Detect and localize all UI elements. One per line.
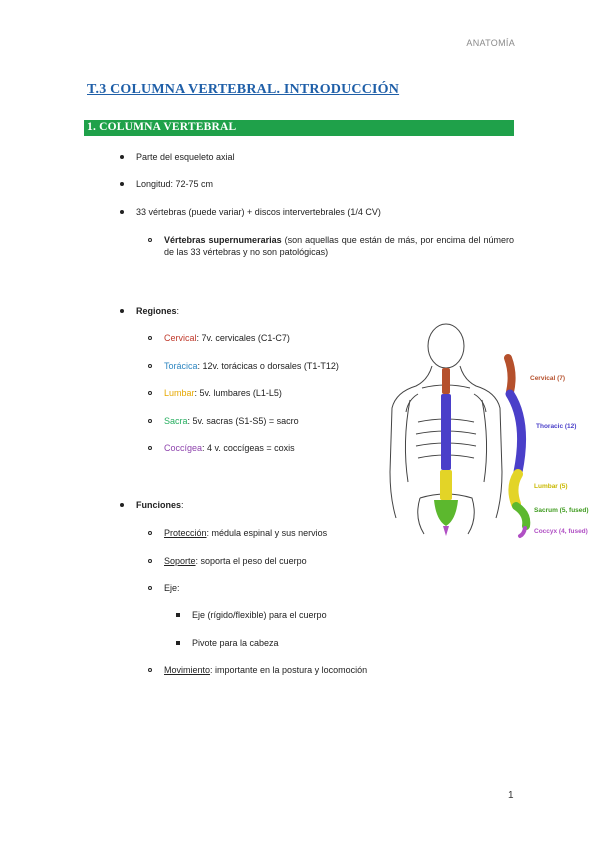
bullet-square-icon xyxy=(176,641,180,645)
sub-bullet-list-item xyxy=(148,234,514,258)
figure-label-thoracic: Thoracic (12) xyxy=(536,423,577,430)
eje-sub-text: Eje (rígido/flexible) para el cuerpo xyxy=(192,610,327,620)
bullet-text: 33 vértebras (puede variar) + discos intervertebrales (1/4 CV) xyxy=(136,207,381,217)
region-name: Torácica xyxy=(164,361,198,371)
bullet-circle-icon xyxy=(148,364,152,368)
region-desc: : 5v. lumbares (L1-L5) xyxy=(194,388,282,398)
funcion-desc: : médula espinal y sus nervios xyxy=(206,528,328,538)
page-title: T.3 COLUMNA VERTEBRAL. INTRODUCCIÓN xyxy=(87,82,400,97)
bullet-circle-icon xyxy=(148,446,152,450)
figure-label-sacrum: Sacrum (5, fused) xyxy=(534,507,589,514)
region-name: Cervical xyxy=(164,333,197,343)
vertebral-column-figure xyxy=(388,322,599,542)
bullet-text: Parte del esqueleto axial xyxy=(136,152,235,162)
bullet-dot-icon xyxy=(120,309,124,313)
figure-label-cervical: Cervical (7) xyxy=(530,375,566,382)
bullet-circle-icon xyxy=(148,419,152,423)
bullet-circle-icon xyxy=(148,668,152,672)
bullet-circle-icon xyxy=(148,559,152,563)
funciones-label: Funciones xyxy=(136,500,182,510)
region-name: Sacra xyxy=(164,416,188,426)
running-header: ANATOMÍA xyxy=(466,38,515,48)
region-desc: : 7v. cervicales (C1-C7) xyxy=(196,333,290,343)
regiones-colon: : xyxy=(176,306,180,316)
sub-bullet-text xyxy=(164,234,514,258)
side-spine xyxy=(508,358,526,536)
funcion-desc: : soporta el peso del cuerpo xyxy=(195,556,307,566)
funciones-colon: : xyxy=(181,500,184,510)
bullet-dot-icon xyxy=(120,210,124,214)
funcion-name: Movimiento xyxy=(164,665,211,675)
term-supernumerarias: Vértebras supernumerarias xyxy=(164,235,282,245)
figure-spine xyxy=(434,368,458,536)
term-description: (son aquellas que están de más, por encima del número de las 33 vértebras y no son patológicas) xyxy=(164,235,514,257)
eje-sub-text: Pivote para la cabeza xyxy=(192,638,279,648)
bullet-square-icon xyxy=(176,613,180,617)
region-desc: : 4 v. coccígeas = coxis xyxy=(202,443,295,453)
bullet-circle-icon xyxy=(148,238,152,242)
bullet-dot-icon xyxy=(120,182,124,186)
bullet-circle-icon xyxy=(148,391,152,395)
bullet-dot-icon xyxy=(120,503,124,507)
region-desc: : 12v. torácicas o dorsales (T1-T12) xyxy=(197,361,339,371)
region-name: Lumbar xyxy=(164,388,195,398)
section-heading: 1. COLUMNA VERTEBRAL xyxy=(87,121,237,133)
bullet-circle-icon xyxy=(148,531,152,535)
bullet-dot-icon xyxy=(120,155,124,159)
funcion-name: Eje: xyxy=(164,583,180,593)
funcion-desc: : importante en la postura y locomoción xyxy=(210,665,368,675)
regiones-label: Regiones xyxy=(136,306,177,316)
bullet-circle-icon xyxy=(148,336,152,340)
funcion-name: Protección xyxy=(164,528,207,538)
region-desc: : 5v. sacras (S1-S5) = sacro xyxy=(187,416,299,426)
page-number: 1 xyxy=(508,790,514,801)
bullet-text: Longitud: 72-75 cm xyxy=(136,179,214,189)
bullet-circle-icon xyxy=(148,586,152,590)
figure-label-coccyx: Coccyx (4, fused) xyxy=(534,528,588,535)
figure-label-lumbar: Lumbar (5) xyxy=(534,483,568,490)
region-name: Coccígea xyxy=(164,443,203,453)
funcion-name: Soporte xyxy=(164,556,196,566)
